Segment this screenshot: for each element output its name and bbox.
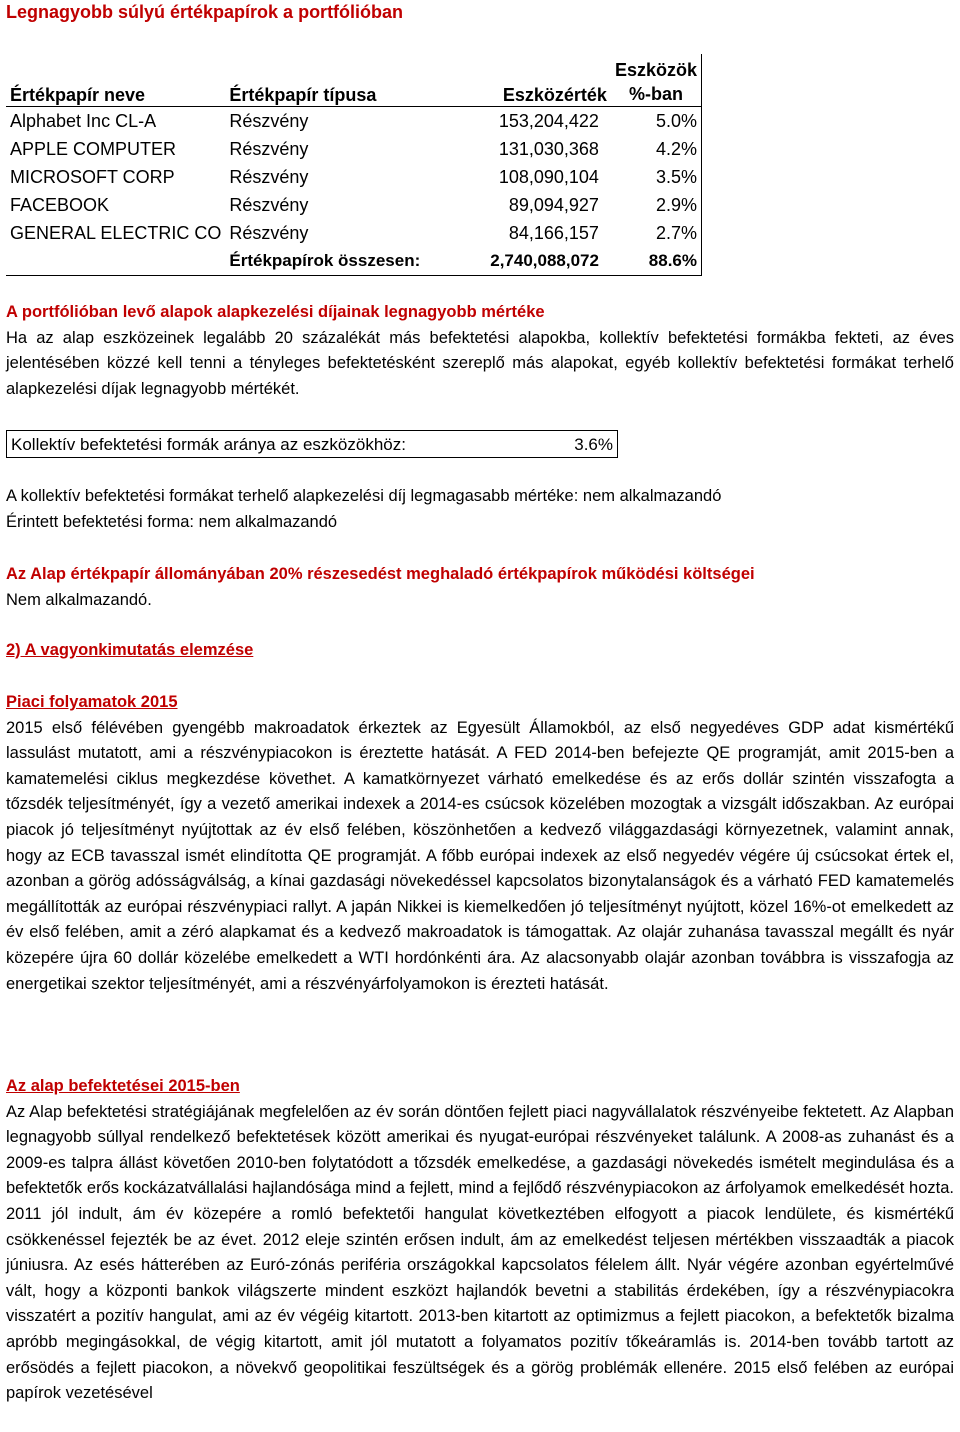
row-type: Részvény [229,222,309,243]
invest-text: Az Alap befektetési stratégiájának megfelelően az év során döntően fejlett piaci nagyvállalatok részvényeibe fektetett. Az Alapban legnagyobb súllyal rendelkező befektetések között amerikai és nyugat-európai részvényeket találunk. A 2008-as zuhanást és a 2009-es talpra állást követően 2010-ben folytatódott a tőzsdék emelkedése, a gazdasági növekedés ismételt megindulása és a befektetők erős kockázatvállalási hajlandósága mind a fejlett, mind a fejlődő részvénypiacokon az árfolyamok emelkedését hozta. 2011 jól indult, ám év közepére a romló befektetői hangulat következtében elfogyott a piacok lendülete, és kismértékű csökkenéssel fejezték be az évet. 2012 eleje szintén erősen indult, ám az emelkedést teljesen mértékben visszaadták a piacok júniusra. Az esés hátterében az Euró-zónás periféria országokkal kapcsolatos félelem állt. Nyár végére azonban egyértelművé vált, hogy a központi bankok világszerte mindent eszközt hajlandók bevetni a stabilitás érdekében, így a részvénypiacokra visszatért a pozitív hangulat, ami az év végéig kitartott. 2013-ben kitartott az optimizmus a fejlett piacokon, a befektetők bizalma apróbb megingásokkal, de végig kitartott, amit jól mutatott a folyamatos pozitív tőkeáramlás is. 2014-ben tovább tartott az erősödés a fejlett piacokon, a növekvő geopolitikai feszültségek és a görög problémák ellenére. 2015 első felében az európai papírok vezetésével [6,1102,954,1403]
header-pct [611,54,702,107]
section2-heading: 2) A vagyonkimutatás elemzése [6,641,254,659]
fees-text: Ha az alap eszközeinek legalább 20 százalékát más befektetési alapokba, kollektív befektetési formákba fekteti, az éves jelentésében közzé kell tenni a tényleges befektetésként szereplő más alapokat, egyéb kollektív befektetési formákat terhelő alapkezelési díjak legnagyobb mértékét. [6,328,954,398]
row-name: Alphabet Inc CL-A [10,110,157,131]
table-total-row [6,247,702,276]
row-pct: 3.5% [611,163,702,191]
fees-line1: A kollektív befektetési formákat terhelő alapkezelési díj legmagasabb mértéke: nem alkalmazandó [6,487,722,505]
market-heading: Piaci folyamatok 2015 [6,693,178,711]
table-row [6,191,702,219]
header-pct-line1: Eszközök [614,60,697,80]
fees-heading: A portfólióban levő alapok alapkezelési díjainak legnagyobb mértéke [6,303,545,321]
row-pct: 2.9% [611,191,702,219]
row-type: Részvény [229,110,309,131]
row-pct: 2.7% [611,219,702,247]
row-name: MICROSOFT CORP [10,166,175,187]
table-row [6,135,702,163]
row-pct: 4.2% [611,135,702,163]
row-value: 153,204,422 [498,110,599,131]
row-type: Részvény [229,138,309,159]
fees-section [6,300,954,402]
header-name: Értékpapír neve [6,54,225,107]
table-row [6,107,702,136]
ratio-box [6,430,618,458]
total-value: 2,740,088,072 [461,247,611,276]
market-section [6,690,954,997]
header-type: Értékpapír típusa [225,54,461,107]
header-pct-line2: %-ban [628,84,683,104]
page-title: Legnagyobb súlyú értékpapírok a portfólióban [6,2,404,22]
row-pct: 5.0% [611,107,702,136]
table-row [6,163,702,191]
row-name: GENERAL ELECTRIC CO [10,222,222,243]
row-type: Részvény [229,194,309,215]
row-value: 84,166,157 [508,222,599,243]
row-value: 131,030,368 [498,138,599,159]
ratio-value: 3.6% [574,435,613,454]
row-value: 89,094,927 [508,194,599,215]
ratio-label: Kollektív befektetési formák aránya az eszközökhöz: [11,435,406,454]
row-name: APPLE COMPUTER [10,138,177,159]
fees-line2: Érintett befektetési forma: nem alkalmazandó [6,512,338,531]
invest-heading: Az alap befektetései 2015-ben [6,1077,240,1095]
top-holdings-table [6,54,702,276]
total-pct: 88.6% [611,247,702,276]
market-text: 2015 első félévében gyengébb makroadatok érkeztek az Egyesült Államokból, az első negyedéves GDP adat kismértékű lassulást mutatott, ami a részvénypiacokon is éreztette hatását. A FED 2014-ben befejezte QE programját, amit 2015-ben a kamatemelési ciklus megkezdése követhet. A kamatkörnyezet várható emelkedése és az erős dollár szintén visszafogta a tőzsdék teljesítményét, így a vezető amerikai indexek a 2014-es csúcsok közelében mozogtak a vizsgált időszakban. Az európai piacok jó teljesítményt nyújtottak az év első felében, köszönhetően a kedvező világgazdasági környezetnek, valamint annak, hogy az ECB tavasszal ismét elindította QE programját. A főbb európai indexek az első negyedév végére új csúcsokat értek el, azonban a görög adósságválság, a kínai gazdasági növekedéssel kapcsolatos bizonytalanságok és a várható FED kamatemelés megállították az európai részvénypiaci rallyt. A japán Nikkei is kiemelkedően jó teljesítményt nyújtott, közel 16%-ot emelkedett az év első felében, amit a zéró alapkamat és a kedvező makroadatok is támogattak. Az olajár zuhanása tavasszal megállt és nyár közepére újra 60 dollár közelébe emelkedett a WTI hordónkénti ára. Az alacsonyabb olajár azonban továbbra is visszafogja az energetikai szektor teljesítményét, ami a részvényárfolyamokon is érezteti hatását. [6,718,954,993]
row-type: Részvény [229,166,309,187]
costs-heading: Az Alap értékpapír állományában 20% részesedést meghaladó értékpapírok működési költségei [6,565,755,583]
costs-text: Nem alkalmazandó. [6,590,152,609]
total-label: Értékpapírok összesen: [225,247,461,276]
header-value: Eszközérték [461,54,611,107]
invest-section [6,1074,954,1407]
fees-details [6,484,954,535]
section2-heading-block [6,638,954,664]
table-header-row [6,54,702,107]
row-value: 108,090,104 [498,166,599,187]
costs-section [6,562,954,613]
row-name: FACEBOOK [10,194,110,215]
table-row [6,219,702,247]
